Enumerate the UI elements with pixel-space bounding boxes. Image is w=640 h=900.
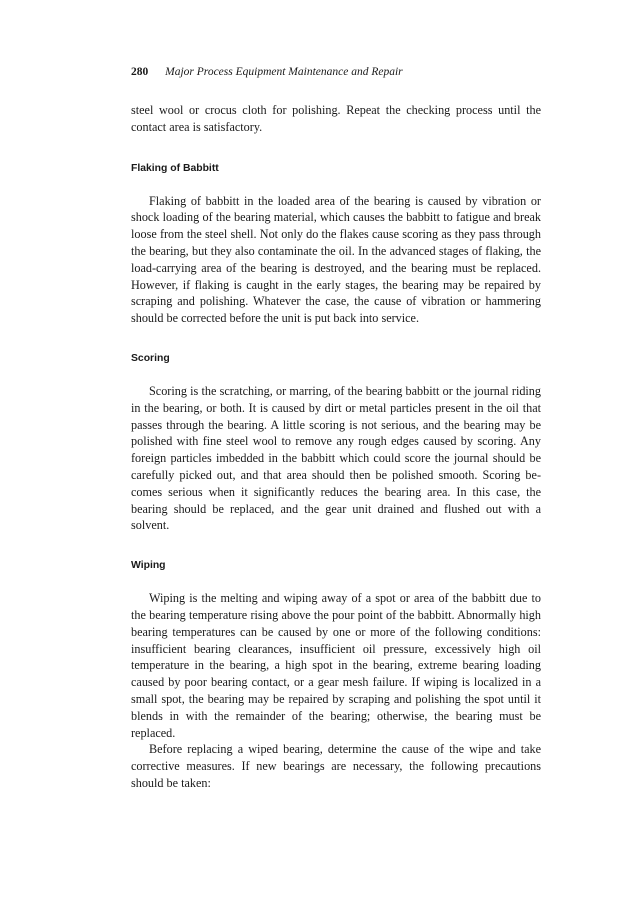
section-heading: Flaking of Babbitt: [131, 162, 219, 174]
body-paragraph: Flaking of babbitt in the loaded area of the bearing is caused by vibration or shock loading of the bearing material, which causes the babbitt to fatigue and break loose from the steel shell. Not only do the flakes cause scoring as they pass through the bearing, but they also contaminate the oil. In the advanced stages of flaking, the load-carrying area of the bearing is destroyed, and the bearing must be replaced. However, if flaking is caught in the early stages, the bearing may be repaired by scraping and polishing. Whatever the case, the cause of vibration or hammering should be corrected before the unit is put back into service.: [131, 193, 541, 326]
section-scoring: [131, 352, 541, 534]
running-head: [131, 64, 541, 80]
book-page: [131, 64, 541, 792]
section-heading: Wiping: [131, 560, 166, 572]
section-flaking-of-babbitt: [131, 162, 541, 327]
section-heading: Scoring: [131, 352, 170, 364]
body-paragraph: Scoring is the scratching, or marring, of the bearing babbitt or the journal riding in the bearing, or both. It is caused by dirt or metal particles present in the oil that passes through the bearing. A little scoring is not serious, and the bearing may be polished with fine steel wool to remove any rough edges caused by scoring. Any foreign particles imbedded in the babbitt which could score the journal should be carefully picked out, and that area should then be polished smooth. Scoring becomes serious when it significantly reduces the bearing area. In this case, the bearing should be replaced, and the gear unit drained and flushed out with a solvent.: [131, 383, 541, 533]
body-paragraph: Wiping is the melting and wiping away of a spot or area of the babbitt due to the bearing temperature rising above the pour point of the babbitt. Abnormally high bearing temperatures can be caused by one or more of the following conditions: insufficient bearing clearances, insufficient oil pressure, excessively high oil temperature in the bearing, a high spot in the bearing, extreme bearing loading caused by poor bearing contact, or a gear mesh failure. If wiping is localized in a small spot, the bearing may be repaired by scraping and polishing the spot until it blends in with the remainder of the bearing; otherwise, the bearing must be replaced.: [131, 591, 541, 740]
section-wiping: [131, 559, 541, 792]
page-number: 280: [131, 66, 149, 78]
book-title: Major Process Equipment Maintenance and Repair: [165, 66, 403, 78]
continued-paragraph: steel wool or crocus cloth for polishing. Repeat the checking process until the contact area is satisfactory.: [131, 103, 541, 134]
body-paragraph: Before replacing a wiped bearing, determine the cause of the wipe and take corrective measures. If new bearings are necessary, the following precautions should be taken:: [131, 742, 541, 790]
